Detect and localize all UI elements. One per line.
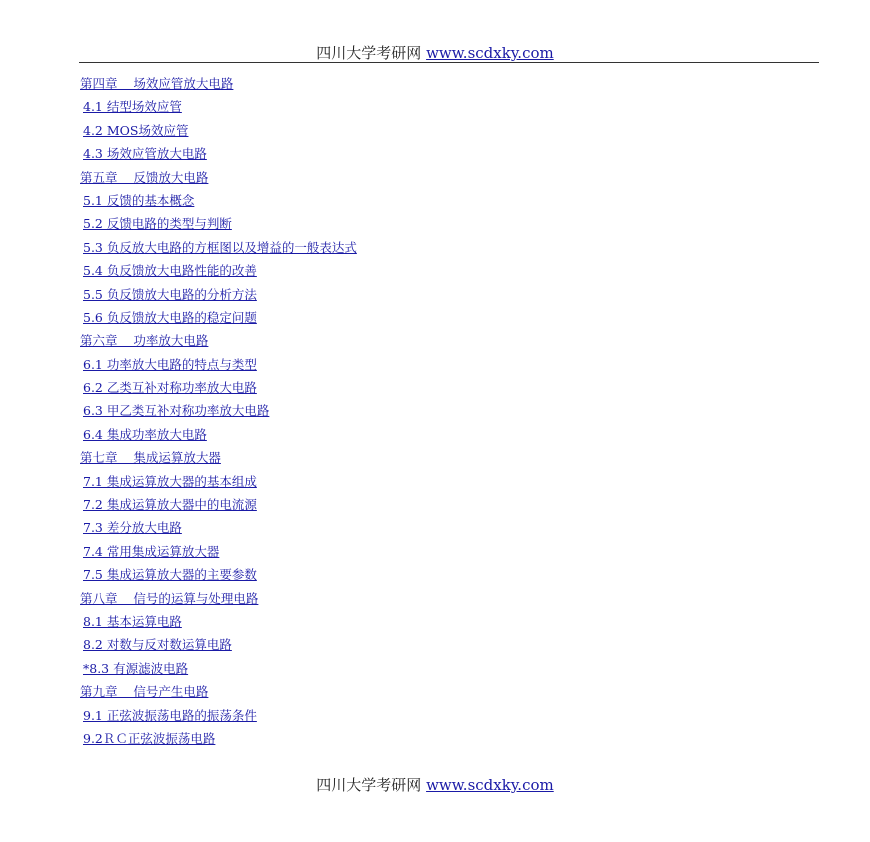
header-divider xyxy=(79,62,819,63)
toc-chapter-link[interactable]: 第四章 场效应管放大电路 xyxy=(80,76,234,91)
toc-section-link[interactable]: 4.3 场效应管放大电路 xyxy=(83,146,207,162)
header-site-title: 四川大学考研网 xyxy=(316,44,422,62)
toc-chapter-link[interactable]: 第八章 信号的运算与处理电路 xyxy=(80,590,259,606)
footer-site-title: 四川大学考研网 xyxy=(316,776,422,794)
toc-section-link[interactable]: 5.6 负反馈放大电路的稳定问题 xyxy=(83,309,257,325)
toc-chapter-link[interactable]: 第五章 反馈放大电路 xyxy=(80,169,209,185)
toc-section-link[interactable]: 6.2 乙类互补对称功率放大电路 xyxy=(83,380,257,396)
table-of-contents xyxy=(80,74,800,752)
toc-section-link[interactable]: 7.4 常用集成运算放大器 xyxy=(83,543,220,559)
toc-section-link[interactable]: 9.1 正弦波振荡电路的振荡条件 xyxy=(83,707,257,723)
header-site-link[interactable]: www.scdxky.com xyxy=(426,44,554,62)
toc-section-link[interactable]: 6.4 集成功率放大电路 xyxy=(83,426,207,442)
toc-section-link[interactable]: 7.1 集成运算放大器的基本组成 xyxy=(83,473,257,489)
toc-section-link[interactable]: 5.1 反馈的基本概念 xyxy=(83,192,195,208)
page-footer xyxy=(0,774,870,795)
toc-section-link[interactable]: 9.2ＲＣ正弦波振荡电路 xyxy=(83,730,216,746)
footer-site-link[interactable]: www.scdxky.com xyxy=(426,776,554,794)
toc-section-link[interactable]: 5.2 反馈电路的类型与判断 xyxy=(83,216,232,232)
toc-section-link[interactable]: 4.2 MOS场效应管 xyxy=(83,122,189,138)
toc-section-link[interactable]: 6.3 甲乙类互补对称功率放大电路 xyxy=(83,403,270,419)
toc-section-link[interactable]: 7.5 集成运算放大器的主要参数 xyxy=(83,567,257,583)
toc-section-link[interactable]: 4.1 结型场效应管 xyxy=(83,99,182,115)
toc-section-link[interactable]: 7.2 集成运算放大器中的电流源 xyxy=(83,497,257,513)
toc-section-link[interactable]: 8.1 基本运算电路 xyxy=(83,613,182,629)
toc-section-link[interactable]: 8.2 对数与反对数运算电路 xyxy=(83,637,232,653)
toc-chapter-link[interactable]: 第六章 功率放大电路 xyxy=(80,333,209,349)
toc-section-link[interactable]: 6.1 功率放大电路的特点与类型 xyxy=(83,356,257,372)
toc-section-link[interactable]: 5.3 负反放大电路的方框图以及增益的一般表达式 xyxy=(83,239,357,255)
toc-chapter-link[interactable]: 第九章 信号产生电路 xyxy=(80,684,209,700)
toc-section-link[interactable]: 5.5 负反馈放大电路的分析方法 xyxy=(83,286,257,302)
toc-section-link[interactable]: 5.4 负反馈放大电路性能的改善 xyxy=(83,263,257,279)
page-header xyxy=(0,42,870,63)
toc-chapter-link[interactable]: 第七章 集成运算放大器 xyxy=(80,450,221,466)
toc-section-link[interactable]: *8.3 有源滤波电路 xyxy=(83,660,189,676)
toc-section-link[interactable]: 7.3 差分放大电路 xyxy=(83,520,182,536)
